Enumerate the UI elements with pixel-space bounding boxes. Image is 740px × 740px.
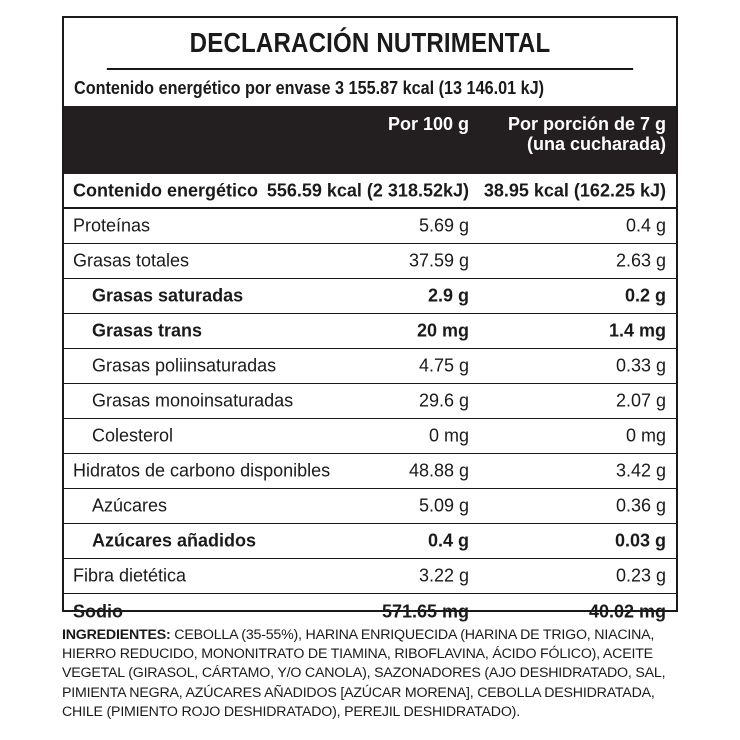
row-label: Proteínas — [73, 215, 151, 236]
row-value-per100: 5.09 g — [418, 495, 469, 516]
energy-per-container — [64, 70, 676, 106]
energy-per-container-text: Contenido energético por envase 3 155.87 kcal (13 146.01 kJ) — [74, 77, 545, 98]
table-row-energy — [64, 174, 676, 209]
row-value-per100: 29.6 g — [418, 390, 469, 411]
row-label: Colesterol — [92, 425, 174, 446]
column-per100-label: Por 100 g — [387, 114, 469, 134]
ingredients-list: CEBOLLA (35-55%), HARINA ENRIQUECIDA (HARINA DE TRIGO, NIACINA, HIERRO REDUCIDO, MONONITRATO DE TIAMINA, RIBOFLAVINA, ÁCIDO FÓLICO), ACEITE VEGETAL (GIRASOL, CÁRTAMO, Y/O CANOLA), SAZONADORES (AJO DESHIDRATADO, SAL, PIMIENTA NEGRA, AZÚCARES AÑADIDOS [AZÚCAR MORENA], CEBOLLA DESHIDRATADA, CHILE (PIMIENTO ROJO DESHIDRATADO), PEREJIL DESHIDRATADO). — [62, 627, 666, 720]
table-row-sodium — [64, 594, 676, 629]
row-value-portion: 38.95 kcal (162.25 kJ) — [483, 180, 666, 200]
row-value-portion: 0.03 g — [614, 530, 666, 551]
row-label: Sodio — [73, 601, 123, 621]
row-value-portion: 2.07 g — [615, 390, 666, 411]
table-row-monounsaturated-fat — [64, 384, 676, 419]
row-value-portion: 0.23 g — [615, 565, 666, 586]
row-value-portion: 0.2 g — [624, 285, 666, 306]
row-value-per100: 48.88 g — [408, 460, 469, 481]
row-value-per100: 3.22 g — [418, 565, 469, 586]
table-row-polyunsaturated-fat — [64, 349, 676, 384]
row-label: Contenido energético — [73, 180, 259, 200]
row-value-per100: 0 mg — [428, 425, 469, 446]
row-label: Grasas monoinsaturadas — [92, 390, 294, 411]
ingredients-heading: INGREDIENTES: — [62, 627, 171, 643]
row-value-per100: 556.59 kcal (2 318.52kJ) — [266, 180, 469, 200]
row-value-portion: 0.33 g — [615, 355, 666, 376]
table-row-carbohydrates — [64, 454, 676, 489]
row-value-portion: 0.4 g — [625, 215, 666, 236]
row-label: Grasas totales — [73, 250, 190, 271]
column-per-portion-label — [508, 114, 666, 154]
row-label: Azúcares añadidos — [92, 530, 257, 551]
row-value-per100: 2.9 g — [427, 285, 469, 306]
row-value-per100: 37.59 g — [408, 250, 469, 271]
row-label: Fibra dietética — [73, 565, 187, 586]
table-row-proteins — [64, 209, 676, 244]
panel-title: DECLARACIÓN NUTRIMENTAL — [107, 18, 633, 70]
row-label: Grasas saturadas — [92, 285, 244, 306]
row-value-per100: 4.75 g — [418, 355, 469, 376]
row-value-portion: 1.4 mg — [608, 320, 666, 341]
row-value-portion: 2.63 g — [615, 250, 666, 271]
row-value-portion: 0 mg — [625, 425, 666, 446]
table-row-trans-fat — [64, 314, 676, 349]
row-label: Grasas poliinsaturadas — [92, 355, 277, 376]
row-value-portion: 0.36 g — [615, 495, 666, 516]
table-row-added-sugars — [64, 524, 676, 559]
ingredients-text — [62, 626, 682, 722]
table-row-sugars — [64, 489, 676, 524]
row-value-per100: 571.65 mg — [381, 601, 469, 621]
column-per-portion-line1: Por porción de 7 g — [507, 114, 666, 134]
column-per-portion-line2: (una cucharada) — [526, 134, 666, 154]
row-value-portion: 40.02 mg — [588, 601, 666, 621]
table-row-total-fat — [64, 244, 676, 279]
column-header — [64, 106, 676, 174]
table-row-saturated-fat — [64, 279, 676, 314]
row-label: Hidratos de carbono disponibles — [73, 460, 331, 481]
row-value-per100: 0.4 g — [427, 530, 469, 551]
table-row-fiber — [64, 559, 676, 594]
nutrition-facts-panel — [62, 16, 678, 621]
row-label: Grasas trans — [92, 320, 203, 341]
table-row-cholesterol — [64, 419, 676, 454]
row-value-per100: 5.69 g — [418, 215, 469, 236]
row-label: Azúcares — [92, 495, 168, 516]
row-value-per100: 20 mg — [416, 320, 469, 341]
row-value-portion: 3.42 g — [615, 460, 666, 481]
